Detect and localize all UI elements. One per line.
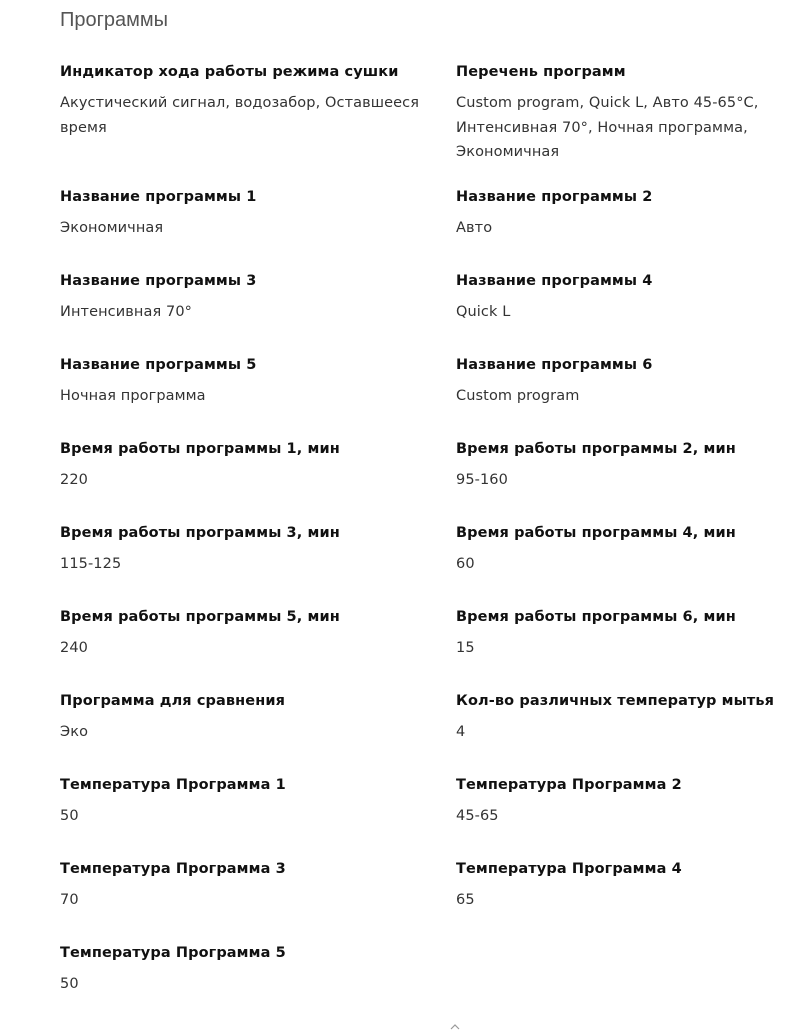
spec-label: Температура Программа 4: [456, 860, 682, 877]
spec-label: Название программы 1: [60, 188, 257, 205]
spec-label: Индикатор хода работы режима сушки: [60, 64, 399, 80]
spec-value: Авто: [456, 219, 493, 236]
spec-label: Температура Программа 2: [456, 776, 682, 793]
spec-label: Программа для сравнения: [60, 692, 286, 709]
spec-item: [456, 62, 780, 187]
spec-value: Эко: [60, 723, 89, 740]
spec-value: Quick L: [456, 303, 511, 320]
spec-value: Экономичная: [60, 219, 164, 236]
spec-label: Название программы 5: [60, 356, 257, 373]
spec-label: Кол-во различных температур мытья: [456, 692, 775, 709]
spec-item: [456, 523, 780, 607]
spec-item: [60, 775, 456, 859]
spec-item: [456, 355, 780, 439]
spec-label: Температура Программа 1: [60, 776, 286, 793]
spec-value: Ночная программа: [60, 387, 206, 404]
spec-label: Название программы 2: [456, 188, 653, 205]
spec-label: Название программы 4: [456, 272, 653, 289]
spec-item: [456, 775, 780, 859]
spec-label: Время работы программы 6, мин: [456, 608, 736, 625]
spec-item: [60, 271, 456, 355]
spec-label: Название программы 3: [60, 272, 257, 289]
spec-item: [456, 271, 780, 355]
spec-value: 220: [60, 471, 88, 488]
spec-label: Название программы 6: [456, 356, 653, 373]
spec-value: Интенсивная 70°: [60, 303, 193, 320]
spec-item: [456, 439, 780, 523]
spec-item: [60, 943, 456, 1027]
spec-value: 50: [60, 975, 79, 992]
spec-item: [60, 439, 456, 523]
spec-value: 50: [60, 807, 79, 824]
spec-value: 15: [456, 639, 475, 656]
spec-value: Custom program: [456, 387, 580, 404]
chevron-up-icon[interactable]: [448, 1016, 462, 1026]
spec-item: [60, 523, 456, 607]
spec-item: [60, 691, 456, 775]
spec-value: 70: [60, 891, 79, 908]
spec-item: [60, 607, 456, 691]
spec-label: Время работы программы 1, мин: [60, 440, 340, 457]
spec-item: [456, 691, 780, 775]
section-title: Программы: [60, 9, 169, 31]
spec-item: [60, 859, 456, 943]
spec-value: 4: [456, 723, 466, 740]
spec-label: Температура Программа 5: [60, 944, 286, 961]
spec-label: Температура Программа 3: [60, 860, 286, 877]
spec-item: [456, 859, 780, 943]
spec-label: Время работы программы 2, мин: [456, 440, 736, 457]
spec-item: [60, 187, 456, 271]
spec-item: [456, 187, 780, 271]
spec-label: Время работы программы 3, мин: [60, 524, 340, 541]
specs-grid: [60, 62, 780, 1027]
spec-label: Время работы программы 4, мин: [456, 524, 736, 541]
spec-value: 45-65: [456, 807, 499, 824]
spec-value: 240: [60, 639, 88, 656]
spec-value: 60: [456, 555, 475, 572]
spec-label: Перечень программ: [456, 64, 626, 80]
spec-item: [60, 62, 456, 187]
spec-value: 65: [456, 891, 475, 908]
spec-value: 95-160: [456, 471, 508, 488]
spec-value: Акустический сигнал, водозабор, Оставшееся время: [60, 95, 420, 136]
spec-label: Время работы программы 5, мин: [60, 608, 340, 625]
spec-item: [456, 607, 780, 691]
spec-value: 115-125: [60, 555, 122, 572]
spec-item: [60, 355, 456, 439]
spec-value: Custom program, Quick L, Авто 45-65°C, Интенсивная 70°, Ночная программа, Экономичная: [456, 95, 759, 160]
